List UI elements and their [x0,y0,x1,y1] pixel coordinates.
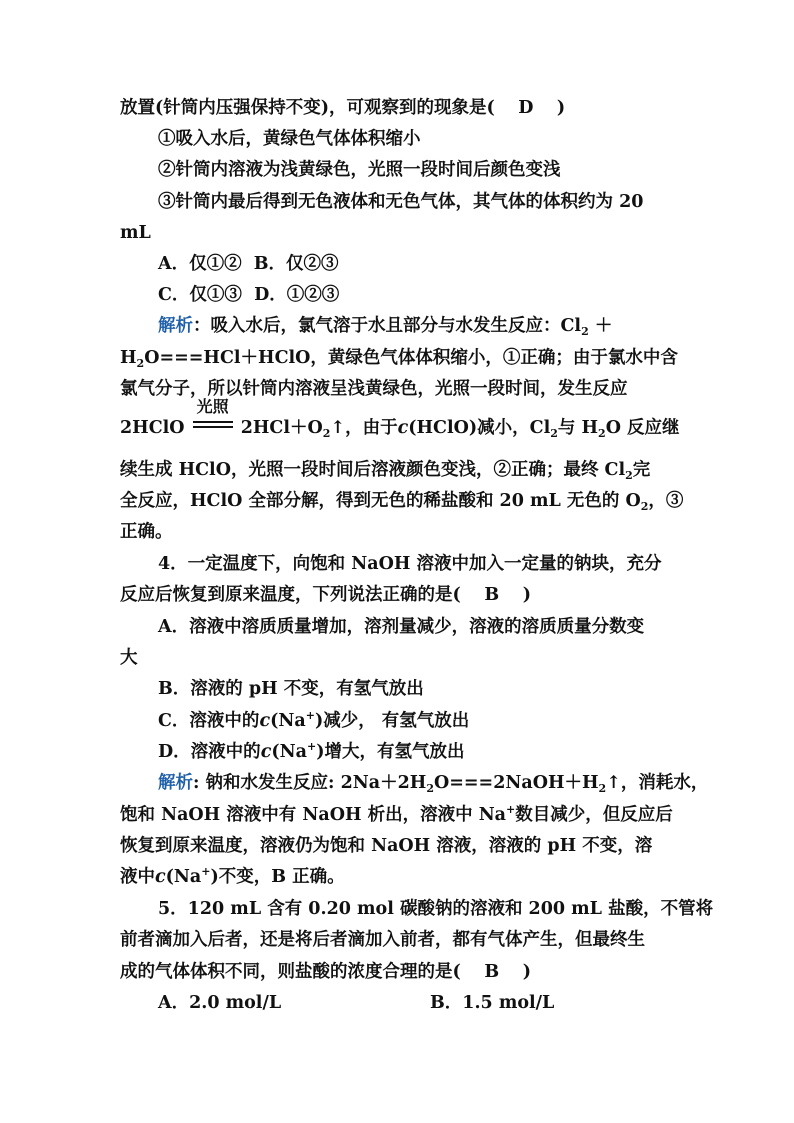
q4-stem-line-2: 反应后恢复到原来温度，下列说法正确的是( B ) [120,585,532,605]
q3-stem: 放置(针筒内压强保持不变)，可观察到的现象是( D ) [120,98,566,118]
q4-analysis-line-4: 液中c(Na+)不变，B 正确。 [120,865,345,887]
q3-analysis-line-6: 全反应，HClO 全部分解，得到无色的稀盐酸和 20 mL 无色的 $O_2$，③ [120,491,684,513]
q4-option-b: B．溶液的 pH 不变，有氢气放出 [158,679,424,699]
q3-option-a: A．仅①② [158,254,242,274]
q5-stem-line-1: 5．120 mL 含有 0.20 mol 碳酸钠的溶液和 200 mL 盐酸，不管将 [158,899,714,919]
analysis-label: 解析 [158,316,193,336]
q3-analysis-line-2: $H_2O===HCl+HClO$，黄绿色气体体积缩小，①正确；由于氯水中含 [120,348,678,370]
q4-stem-line-1: 4．一定温度下，向饱和 NaOH 溶液中加入一定量的钠块，充分 [158,554,662,574]
q5-option-b: B．1.5 mol/L [430,993,555,1013]
analysis-label: 解析 [158,773,193,793]
reaction-condition-label: 光照 [196,397,229,416]
reaction-condition-arrow [191,397,235,440]
q3-analysis-line-7: 正确。 [120,522,173,542]
q3-analysis-line-4: 2HClO 光照 $2HCl+O_2↑$，由于c(HClO)减小，$Cl_2$与 $H_2O$ 反应继 [120,397,680,440]
q3-answer: D [518,98,534,118]
q4-analysis-line-2: 饱和 NaOH 溶液中有 NaOH 析出，溶液中 Na+数目减少，但反应后 [120,803,673,825]
q3-options-row-1 [158,252,794,276]
q3-analysis-line-3: 氯气分子，所以针筒内溶液呈浅黄绿色，光照一段时间，发生反应 [120,379,628,399]
q3-analysis-line-5: 续生成 HClO，光照一段时间后溶液颜色变浅，②正确；最终 $Cl_2$完 [120,460,651,482]
q3-item-3-cont: mL [120,223,151,243]
q5-answer: B [484,962,500,982]
q4-answer: B [484,585,500,605]
q4-option-a-cont: 大 [120,648,138,668]
q3-options-row-2 [158,283,794,307]
equals-sign-icon [193,421,233,428]
q5-option-a: A．2.0 mol/L [158,993,282,1013]
q3-option-c: C．仅①③ [158,285,242,305]
q3-analysis-line-1: 解析：吸入水后，氯气溶于水且部分与水发生反应：$Cl_2$ ＋ [158,316,613,338]
q4-analysis-line-1: 解析: 钠和水发生反应: $2Na+2H_2O===2NaOH+H_2↑$，消耗水， [158,773,709,795]
q4-analysis-line-3: 恢复到原来温度，溶液仍为饱和 NaOH 溶液，溶液的 pH 不变，溶 [120,836,653,856]
q4-option-c: C．溶液中的c(Na+)减少， 有氢气放出 [158,709,470,731]
q4-option-d: D．溶液中的c(Na+)增大，有氢气放出 [158,740,465,762]
q3-option-d: D．①②③ [254,285,340,305]
q3-item-1: ①吸入水后，黄绿色气体体积缩小 [158,129,421,149]
q5-stem-line-3: 成的气体体积不同，则盐酸的浓度合理的是( B ) [120,962,532,982]
q3-item-2: ②针筒内溶液为浅黄绿色，光照一段时间后颜色变浅 [158,160,561,180]
q5-stem-line-2: 前者滴加入后者，还是将后者滴加入前者，都有气体产生，但最终生 [120,930,645,950]
q4-option-a: A．溶液中溶质质量增加，溶剂量减少，溶液的溶质质量分数变 [158,617,645,637]
q5-options-row [158,991,794,1015]
q3-option-b: B．仅②③ [253,254,339,274]
q3-item-3: ③针筒内最后得到无色液体和无色气体，其气体的体积约为 20 [158,192,644,212]
